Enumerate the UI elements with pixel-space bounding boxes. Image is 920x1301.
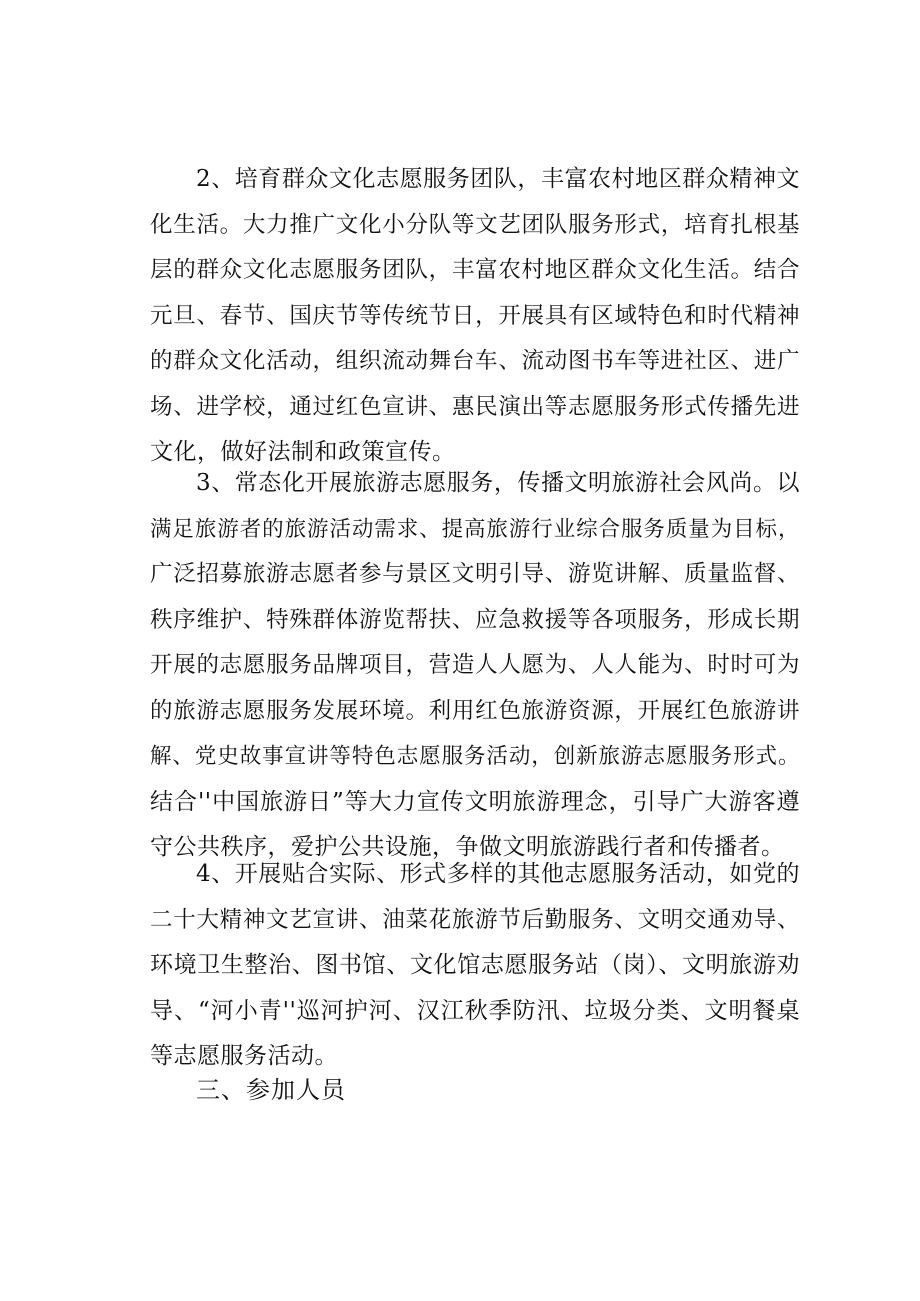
paragraph-line: 等志愿服务活动。	[150, 1043, 338, 1069]
paragraph-3-tourism-volunteers	[150, 461, 800, 871]
paragraph-line: 场、进学校，通过红色宣讲、惠民演出等志愿服务形式传播先进	[150, 393, 800, 420]
paragraph-line: 守公共秩序，爱护公共设施，争做文明旅游践行者和传播者。	[150, 834, 785, 860]
paragraph-line: 二十大精神文艺宣讲、油菜花旅游节后勤服务、文明交通劝导、	[150, 906, 800, 933]
paragraph-line: 满足旅游者的旅游活动需求、提高旅游行业综合服务质量为目标，	[150, 516, 800, 542]
paragraph-line: 层的群众文化志愿服务团队，丰富农村地区群众文化生活。结合	[150, 257, 800, 283]
paragraph-line: 4、开展贴合实际、形式多样的其他志愿服务活动，如党的	[196, 861, 800, 887]
section-heading-participants: 三、参加人员	[196, 1076, 346, 1104]
paragraph-line: 的群众文化活动，组织流动舞台车、流动图书车等进社区、进广	[150, 348, 800, 374]
paragraph-line: 3、常态化开展旅游志愿服务，传播文明旅游社会风尚。以	[196, 470, 800, 496]
paragraph-2-mass-culture-volunteers	[150, 157, 800, 476]
paragraph-line: 广泛招募旅游志愿者参与景区文明引导、游览讲解、质量监督、	[150, 561, 800, 587]
paragraph-line: 导、“河小青''巡河护河、汉江秋季防汛、垃圾分类、文明餐桌	[150, 997, 800, 1024]
paragraph-line: 环境卫生整治、图书馆、文化馆志愿服务站（岗）、文明旅游劝	[150, 952, 800, 978]
paragraph-line: 文化，做好法制和政策宣传。	[150, 439, 456, 465]
paragraph-line: 开展的志愿服务品牌项目，营造人人愿为、人人能为、时时可为	[150, 652, 800, 678]
paragraph-4-other-volunteer-activities	[150, 852, 800, 1080]
paragraph-line: 解、党史故事宣讲等特色志愿服务活动，创新旅游志愿服务形式。	[150, 744, 800, 769]
paragraph-line: 2、培育群众文化志愿服务团队，丰富农村地区群众精神文	[196, 166, 800, 192]
paragraph-line: 结合''中国旅游日”等大力宣传文明旅游理念，引导广大游客遵	[150, 788, 800, 815]
paragraph-line: 元旦、春节、国庆节等传统节日，开展具有区域特色和时代精神	[150, 302, 800, 329]
paragraph-line: 秩序维护、特殊群体游览帮扶、应急救援等各项服务，形成长期	[150, 606, 800, 633]
paragraph-line: 的旅游志愿服务发展环境。利用红色旅游资源，开展红色旅游讲	[150, 697, 800, 724]
paragraph-line: 化生活。大力推广文化小分队等文艺团队服务形式，培育扎根基	[150, 211, 800, 238]
